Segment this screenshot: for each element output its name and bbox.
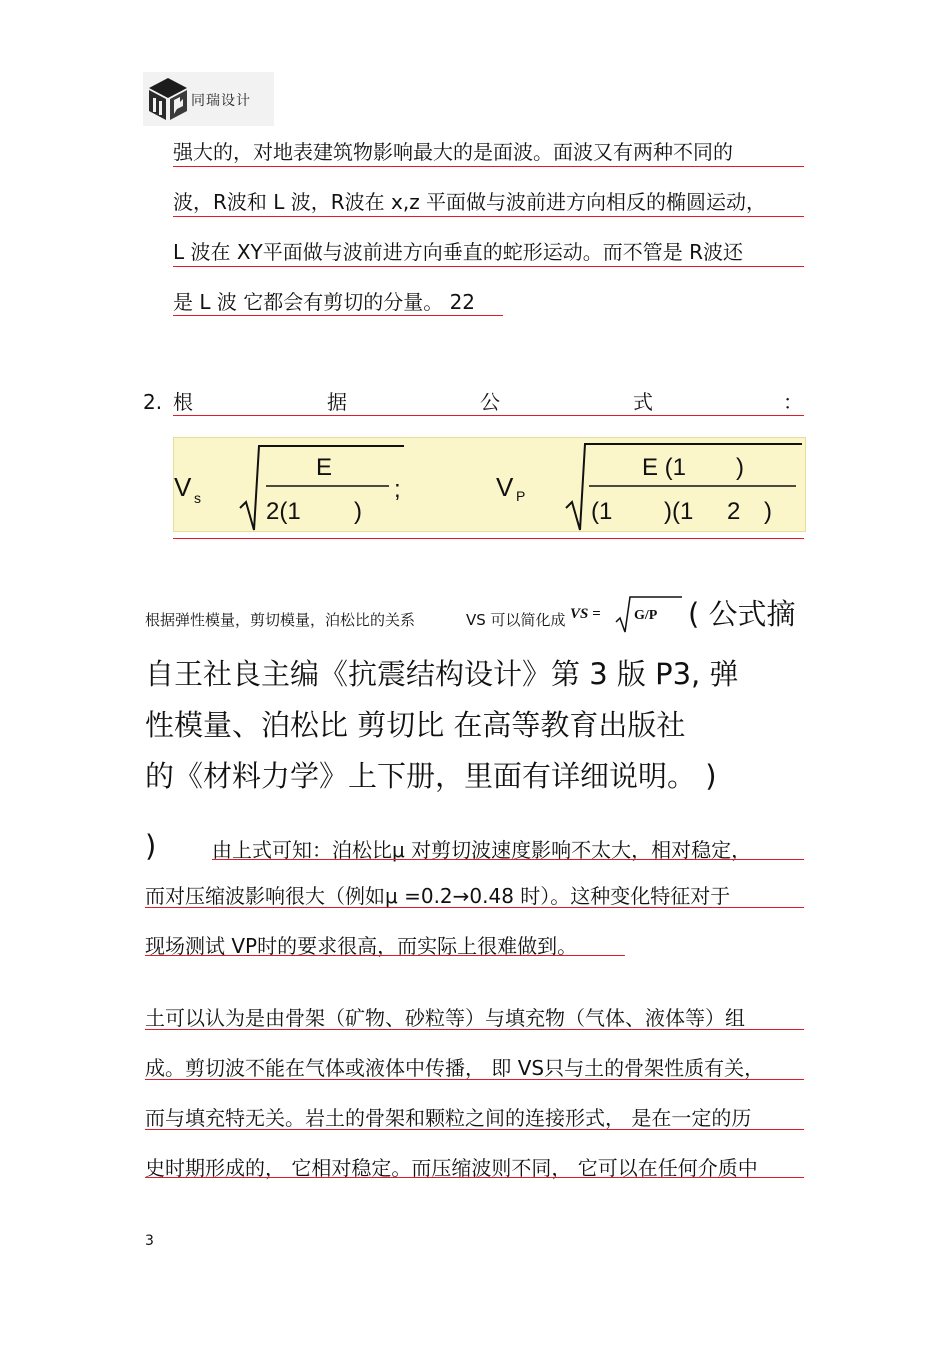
text-line: 成。剪切波不能在气体或液体中传播， 即 VS只与土的骨架性质有关，: [145, 1056, 765, 1080]
vs-symbol: V: [174, 472, 192, 502]
vp-denominator: (1: [591, 498, 613, 525]
semicolon: ;: [394, 476, 401, 503]
vp-numerator: E (1: [642, 454, 687, 481]
logo: [143, 72, 274, 126]
text-line: 波，R波和 L 波，R波在 x,z 平面做与波前进方向相反的椭圆运动，: [173, 190, 767, 214]
small-text: VS 可以简化成: [466, 611, 566, 629]
vp-numerator: ): [736, 454, 744, 481]
text-line: 而对压缩波影响很大（例如μ =0.2→0.48 时）。这种变化特征对于: [145, 884, 731, 908]
underline: [212, 859, 804, 860]
text-line: 自王社良主编《抗震结构设计》第 3 版 P3, 弹: [145, 657, 739, 691]
text-line: 现场测试 VP时的要求很高，而实际上很难做到。: [145, 934, 578, 958]
vs-subscript: s: [194, 490, 201, 506]
text-line: ( 公式摘: [688, 597, 796, 631]
text-line: 性模量、泊松比 剪切比 在高等教育出版社: [145, 708, 686, 742]
underline: [145, 1177, 804, 1178]
vp-denominator: ): [764, 498, 772, 525]
heading-char: 公: [480, 390, 500, 414]
underline: [173, 266, 804, 267]
heading-number: 2.: [143, 390, 163, 414]
vp-subscript: P: [516, 488, 526, 504]
small-text: 根据弹性模量，剪切模量，泊松比的关系: [145, 611, 416, 629]
vs-denominator: 2(1: [266, 498, 301, 525]
text-line: L 波在 XY平面做与波前进方向垂直的蛇形运动。而不管是 R波还: [173, 240, 744, 264]
heading-char: 根: [173, 390, 193, 414]
inline-formula-lhs: VS =: [570, 606, 601, 622]
formula-box: [173, 437, 806, 532]
underline: [173, 538, 804, 539]
logo-text: 同瑞设计: [191, 93, 251, 109]
underline: [173, 315, 503, 316]
text-line: 由上式可知：泊松比μ 对剪切波速度影响不太大，相对稳定，: [212, 838, 752, 862]
underline: [145, 1079, 804, 1080]
heading-char: ：: [783, 390, 803, 414]
text-line: 土可以认为是由骨架（矿物、砂粒等）与填充物（气体、液体等）组: [145, 1006, 745, 1030]
vp-denominator: 2: [727, 498, 741, 525]
paren-text: ): [145, 829, 157, 863]
underline: [173, 166, 804, 167]
underline: [145, 955, 625, 956]
underline: [173, 216, 804, 217]
heading-char: 式: [633, 390, 653, 414]
text-line: 的《材料力学》上下册，里面有详细说明。 ): [145, 759, 717, 793]
text-line: 史时期形成的， 它相对稳定。而压缩波则不同， 它可以在任何介质中: [145, 1156, 758, 1180]
text-line: 是 L 波 它都会有剪切的分量。 22: [173, 290, 476, 314]
underline: [173, 415, 804, 416]
inline-formula-rhs: G/P: [634, 608, 658, 623]
vs-denominator: ): [354, 498, 362, 525]
underline: [145, 1129, 804, 1130]
heading-char: 据: [327, 390, 347, 414]
text-line: 而与填充特无关。岩土的骨架和颗粒之间的连接形式， 是在一定的历: [145, 1106, 752, 1130]
underline: [145, 1029, 804, 1030]
vp-denominator: )(1: [664, 498, 694, 525]
text-line: 强大的，对地表建筑物影响最大的是面波。面波又有两种不同的: [173, 140, 733, 164]
inline-formula: [570, 594, 685, 634]
vp-symbol: V: [496, 472, 514, 502]
vs-numerator: E: [316, 454, 333, 481]
logo-cube-icon: [147, 76, 189, 122]
underline: [145, 907, 804, 908]
page-number: 3: [145, 1233, 154, 1249]
